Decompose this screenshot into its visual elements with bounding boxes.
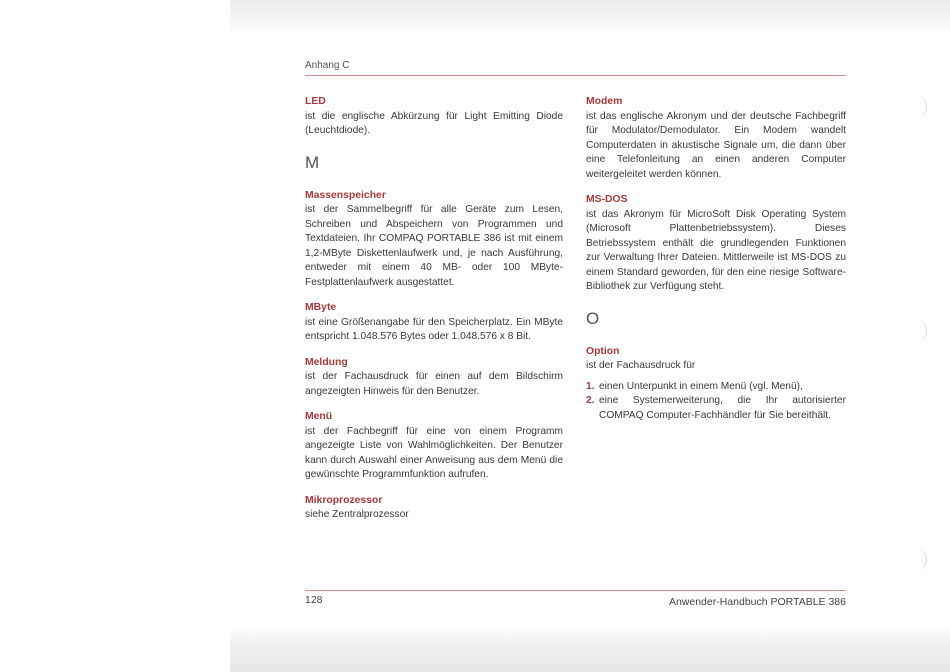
scan-shadow-top	[230, 0, 950, 36]
entry-definition: ist der Fachbegriff für eine von einem Programm angezeigte Liste von Wahlmöglichkeiten. Der Benutzer kann durch Auswahl einer Anweisung aus dem Menü die gewünschte Programmfunktion aufrufen.	[305, 425, 563, 480]
option-list	[586, 380, 846, 424]
scan-shadow-bottom	[230, 626, 950, 672]
left-column	[305, 95, 563, 534]
right-column	[586, 95, 846, 434]
entry-definition: ist der Fachausdruck für	[586, 360, 696, 371]
list-item-number: 1.	[586, 380, 595, 392]
entry-term: LED	[305, 96, 326, 107]
glossary-entry-msdos	[586, 193, 846, 295]
entry-term: Massenspeicher	[305, 189, 386, 201]
entry-definition: ist die englische Abkürzung für Light Emitting Diode (Leuchtdiode).	[305, 110, 563, 136]
list-item-text: einen Unterpunkt in einem Menü (vgl. Menü),	[599, 380, 803, 392]
glossary-entry-meldung	[305, 356, 563, 400]
entry-definition: ist der Sammelbegriff für alle Geräte zum Lesen, Schreiben und Abspeichern von Programmen und Textdateien. Ihr COMPAQ PORTABLE 386 ist mit einem 1,2-MByte Diskettenlaufwerk und, je nach Ausführung, entweder mit einem 40 MB- oder 100 MByte-Festplattenlaufwerk ausgestattet.	[305, 204, 563, 288]
entry-term: Menü	[305, 411, 333, 422]
entry-term: Option	[586, 345, 620, 357]
glossary-entry-menue	[305, 410, 563, 483]
entry-definition: ist eine Größenangabe für den Speicherplatz. Ein MByte entspricht 1.048.576 Bytes oder 1.048.576 x 8 Bit.	[305, 316, 563, 342]
glossary-entry-mbyte	[305, 301, 563, 345]
list-item	[586, 380, 846, 395]
glossary-entry-massenspeicher	[305, 189, 563, 291]
glossary-entry-modem	[586, 95, 846, 182]
running-header: Anhang C	[305, 60, 350, 71]
section-letter-m: M	[305, 152, 320, 172]
entry-definition: ist das englische Akronym und der deutsche Fachbegriff für Modulator/Demodulator. Ein Modem wandelt Computerdaten in akustische Signale um, die dann über eine Telefonleitung an einen anderen Computer weitergeleitet werden können.	[586, 110, 846, 180]
book-title: Anwender-Handbuch PORTABLE 386	[668, 596, 846, 608]
binding-mark	[912, 548, 927, 570]
header-rule	[305, 75, 846, 76]
footer-rule	[305, 590, 846, 591]
entry-term: Mikroprozessor	[305, 494, 383, 506]
glossary-entry-led	[305, 95, 563, 139]
entry-definition: ist der Fachausdruck für einen auf dem Bildschirm angezeigten Hinweis für den Benutzer.	[305, 371, 563, 397]
glossary-entry-mikroprozessor	[305, 494, 563, 523]
entry-term: Modem	[586, 96, 623, 107]
entry-term: Meldung	[305, 356, 348, 368]
entry-definition: ist das Akronym für MicroSoft Disk Operating System (Microsoft Plattenbetriebssystem). Dieses Betriebssystem enthält die grundlegenden Funktionen zur Verwaltung Ihrer Dateien. Mittlerweile ist MS-DOS zu einem Standard geworden, für den eine riesige Software-Bibliothek zur Verfügung steht.	[586, 208, 846, 292]
list-item-text: eine Systemerweiterung, die Ihr autorisierter COMPAQ Computer-Fachhändler für Sie bereithält.	[599, 395, 846, 421]
entry-definition: siehe Zentralprozessor	[305, 509, 409, 520]
list-item-number: 2.	[586, 395, 595, 406]
entry-term: MByte	[305, 302, 337, 313]
page-number: 128	[305, 594, 323, 606]
section-letter-o: O	[586, 308, 600, 328]
glossary-entry-option	[586, 345, 846, 424]
list-item	[586, 394, 846, 423]
entry-term: MS-DOS	[586, 194, 628, 205]
binding-mark	[912, 96, 927, 118]
binding-mark	[912, 320, 927, 342]
